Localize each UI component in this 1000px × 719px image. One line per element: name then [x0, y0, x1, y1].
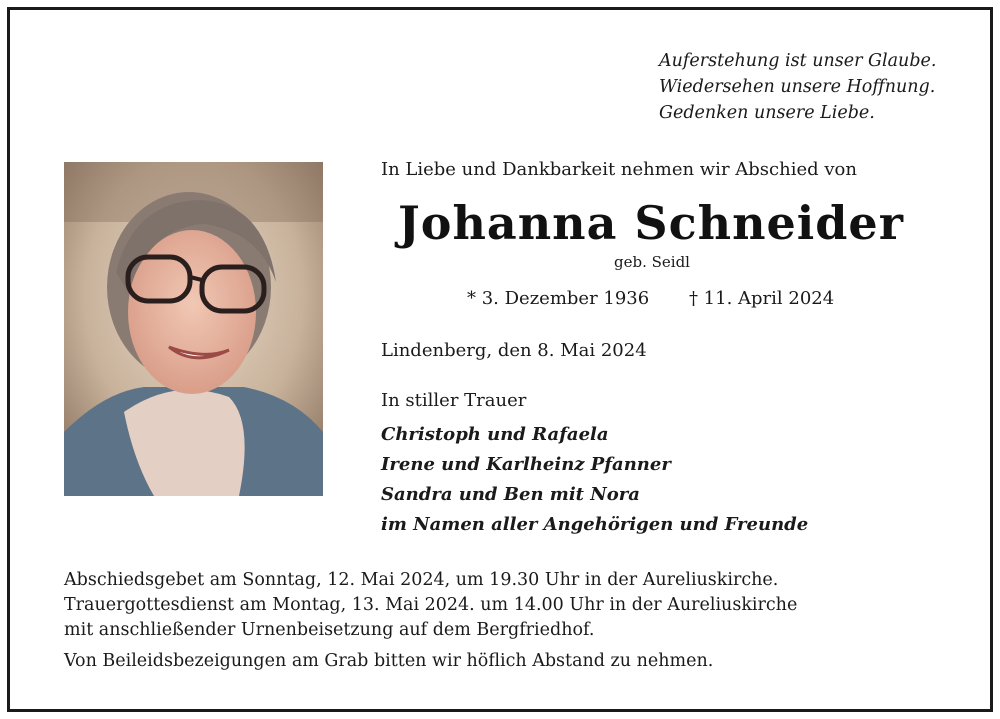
birth-date: * 3. Dezember 1936 — [467, 288, 650, 309]
intro-text: In Liebe und Dankbarkeit nehmen wir Abschied von — [381, 159, 857, 180]
life-dates — [467, 288, 834, 309]
service-line-2: Trauergottesdienst am Montag, 13. Mai 2024. um 14.00 Uhr in der Aureliuskirche — [64, 595, 798, 615]
place-date: Lindenberg, den 8. Mai 2024 — [381, 340, 647, 361]
motto — [659, 48, 936, 126]
service-line-3: mit anschließender Urnenbeisetzung auf dem Bergfriedhof. — [64, 620, 595, 640]
mourning-label: In stiller Trauer — [381, 390, 527, 411]
deceased-name: Johanna Schneider — [398, 196, 904, 250]
service-line-1: Abschiedsgebet am Sonntag, 12. Mai 2024, um 19.30 Uhr in der Aureliuskirche. — [64, 570, 779, 590]
service-info — [64, 568, 797, 674]
portrait-photo — [64, 162, 323, 496]
motto-line-1: Auferstehung ist unser Glaube. — [659, 51, 937, 71]
portrait-illustration — [64, 162, 323, 496]
family-line: Irene und Karlheinz Pfanner — [381, 454, 671, 475]
death-date: † 11. April 2024 — [688, 288, 835, 309]
motto-line-2: Wiedersehen unsere Hoffnung. — [659, 77, 936, 97]
family-line: Sandra und Ben mit Nora — [381, 484, 640, 505]
family-line: Christoph und Rafaela — [381, 424, 609, 445]
condolence-note: Von Beileidsbezeigungen am Grab bitten wir höflich Abstand zu nehmen. — [64, 651, 714, 671]
family-list — [381, 420, 808, 540]
motto-line-3: Gedenken unsere Liebe. — [659, 103, 875, 123]
family-line: im Namen aller Angehörigen und Freunde — [381, 514, 809, 535]
maiden-name: geb. Seidl — [614, 253, 690, 271]
